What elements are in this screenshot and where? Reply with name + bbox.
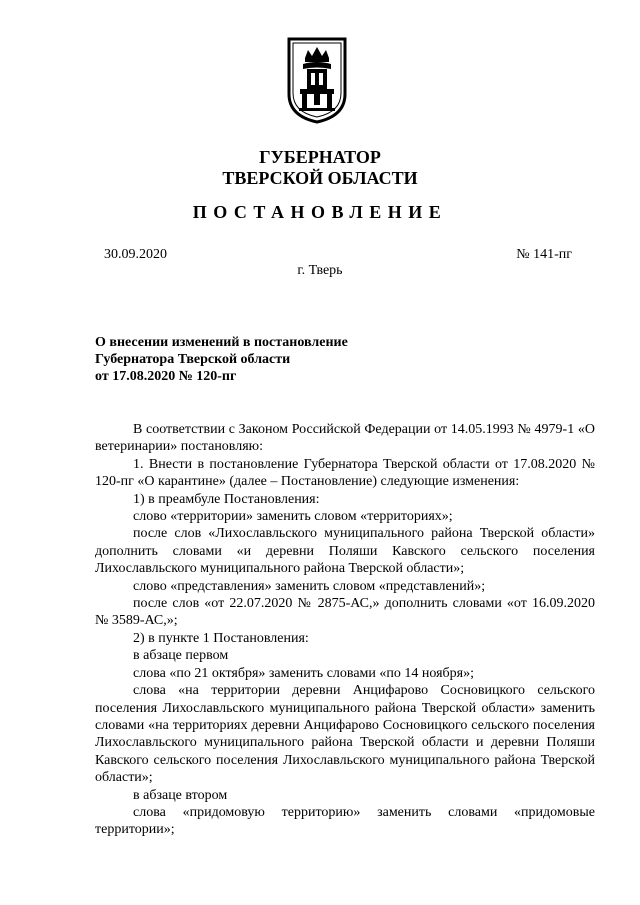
document-city: г. Тверь: [297, 263, 343, 278]
document-type: ПОСТАНОВЛЕНИЕ: [192, 202, 448, 222]
body-paragraph: слова «придомовую территорию» заменить словами «придомовые территории»;: [95, 804, 595, 838]
tver-coat-of-arms-icon: [286, 36, 348, 124]
subject-line: О внесении изменений в постановление: [95, 335, 348, 350]
body-paragraph: слово «представления» заменить словом «представлений»;: [133, 578, 486, 594]
subject-line: от 17.08.2020 № 120-пг: [95, 369, 237, 384]
document-number: № 141-пг: [516, 247, 572, 262]
body-paragraph: в абзаце втором: [133, 787, 228, 803]
body-paragraph: 2) в пункте 1 Постановления:: [133, 630, 309, 646]
body-paragraph: слова «на территории деревни Анцифарово Сосновицкого сельского поселения Лихославльского муниципального района Тверской области» заменить словами «на территориях деревни Анцифарово Сосновицкого сельского поселения Лихославльского муниципального района Тверской области и деревни Поляши Кавского сельского поселения Лихославльского муниципального района Тверской области»;: [95, 683, 595, 786]
body-paragraph: 1. Внести в постановление Губернатора Тверской области от 17.08.2020 № 120-пг «О карантине» (далее – Постановление) следующие изменения:: [95, 456, 595, 490]
subject-line: Губернатора Тверской области: [95, 352, 291, 367]
body-paragraph: слово «территории» заменить словом «территориях»;: [133, 509, 453, 525]
org-title-line1: ГУБЕРНАТОР: [259, 147, 381, 167]
org-title-line2: ТВЕРСКОЙ ОБЛАСТИ: [222, 168, 418, 188]
body-paragraph: после слов «от 22.07.2020 № 2875-АС,» дополнить словами «от 16.09.2020 № 3589-АС,»;: [95, 596, 595, 629]
body-paragraph: в абзаце первом: [133, 648, 229, 664]
document-date: 30.09.2020: [104, 247, 167, 262]
body-paragraph: В соответствии с Законом Российской Федерации от 14.05.1993 № 4979-1 «О ветеринарии» постановляю:: [95, 422, 595, 455]
document-body: [95, 421, 595, 839]
body-paragraph: слова «по 21 октября» заменить словами «по 14 ноября»;: [133, 665, 474, 681]
document-subject: [95, 334, 348, 385]
body-paragraph: после слов «Лихославльского муниципального района Тверской области» дополнить словами «и деревни Поляши Кавского сельского поселения Лихославльского муниципального района Тверской области»;: [95, 526, 595, 577]
body-paragraph: 1) в преамбуле Постановления:: [133, 491, 320, 507]
